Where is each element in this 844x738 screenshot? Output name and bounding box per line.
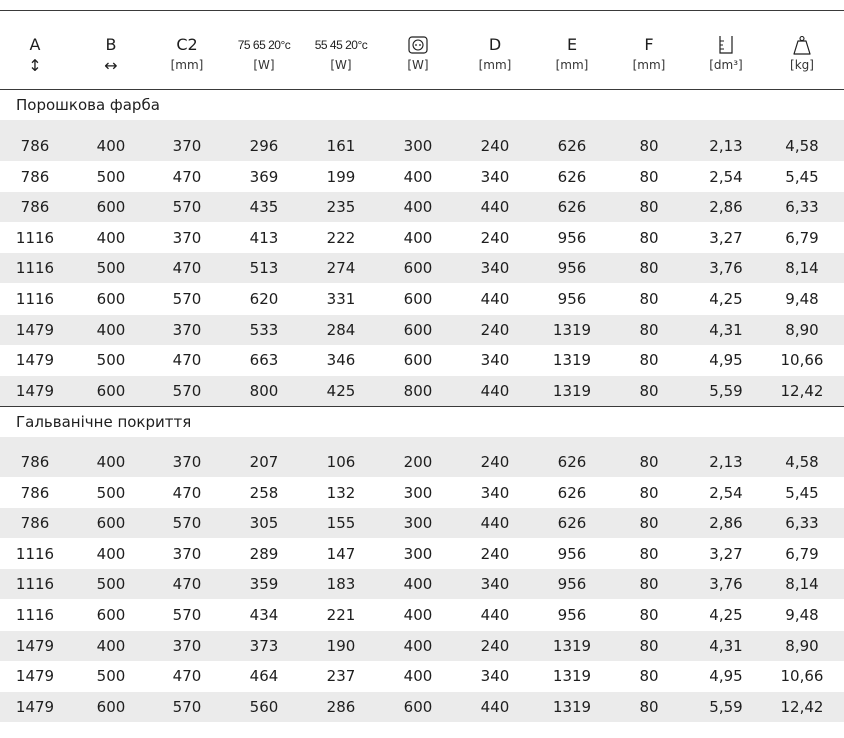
header-weight-unit: [kg]	[790, 58, 814, 72]
section-title-powder: Порошкова фарба	[16, 96, 160, 114]
cell-b: 500	[96, 575, 126, 594]
section-title-galvanic: Гальванічне покриття	[16, 413, 192, 431]
table-row	[0, 315, 844, 345]
header-output-75-unit: [W]	[253, 58, 275, 72]
cell-vol: 2,86	[709, 514, 743, 533]
header-c2-unit: [mm]	[170, 58, 204, 72]
cell-vol: 3,27	[709, 544, 743, 563]
cell-wel: 400	[403, 198, 433, 217]
header-e-label: E	[566, 35, 578, 54]
cell-a: 1479	[15, 636, 55, 655]
header-electric-unit: [W]	[407, 58, 429, 72]
cell-b: 500	[96, 167, 126, 186]
cell-d: 440	[480, 198, 510, 217]
cell-w75: 434	[249, 606, 279, 624]
cell-b: 400	[96, 544, 126, 563]
cell-e: 956	[557, 606, 587, 624]
cell-c2: 570	[172, 514, 202, 533]
cell-c2: 370	[172, 320, 202, 339]
header-c2-label: C2	[176, 35, 198, 54]
cell-c2: 370	[172, 544, 202, 563]
cell-vol: 5,59	[709, 697, 743, 716]
cell-e: 626	[557, 137, 587, 155]
cell-w55: 274	[326, 259, 356, 278]
cell-wt: 4,58	[785, 453, 819, 471]
cell-vol: 4,31	[709, 636, 743, 655]
header-output-55-unit: [W]	[330, 58, 352, 72]
table-row	[0, 131, 844, 161]
cell-w75: 373	[249, 636, 279, 655]
table-row	[0, 661, 844, 691]
header-f-unit: [mm]	[632, 58, 666, 72]
cell-d: 340	[480, 483, 510, 502]
cell-f: 80	[639, 167, 659, 186]
header-f-label: F	[644, 35, 654, 54]
cell-d: 240	[480, 636, 510, 655]
cell-c2: 570	[172, 606, 202, 624]
header-output-75	[228, 34, 300, 84]
cell-w75: 207	[249, 453, 279, 471]
cell-wt: 9,48	[785, 606, 819, 624]
water-volume-icon	[690, 34, 762, 56]
cell-a: 786	[20, 514, 50, 533]
header-weight	[766, 34, 838, 84]
header-d-label: D	[488, 35, 502, 54]
cell-vol: 2,13	[709, 453, 743, 471]
header-volume-unit: [dm³]	[709, 58, 743, 72]
cell-a: 786	[20, 137, 50, 155]
cell-w55: 161	[326, 137, 356, 155]
cell-e: 1319	[552, 697, 592, 716]
width-arrow-icon: ↔	[104, 56, 118, 75]
cell-c2: 470	[172, 483, 202, 502]
top-rule	[0, 10, 844, 11]
cell-wel: 400	[403, 636, 433, 655]
cell-c2: 570	[172, 381, 202, 400]
cell-w55: 425	[326, 381, 356, 400]
cell-w75: 296	[249, 137, 279, 155]
cell-w75: 413	[249, 228, 279, 247]
cell-wt: 6,33	[785, 198, 819, 217]
header-b	[76, 34, 146, 84]
cell-e: 626	[557, 198, 587, 217]
header-e-unit: [mm]	[555, 58, 589, 72]
cell-f: 80	[639, 667, 659, 686]
cell-wt: 8,14	[785, 575, 819, 594]
cell-w75: 533	[249, 320, 279, 339]
cell-f: 80	[639, 290, 659, 308]
cell-w75: 435	[249, 198, 279, 217]
cell-w55: 237	[326, 667, 356, 686]
cell-c2: 370	[172, 137, 202, 155]
cell-b: 500	[96, 483, 126, 502]
cell-c2: 570	[172, 697, 202, 716]
cell-a: 1479	[15, 320, 55, 339]
cell-vol: 4,25	[709, 290, 743, 308]
cell-b: 500	[96, 259, 126, 278]
header-output-55	[305, 34, 377, 84]
cell-a: 1479	[15, 351, 55, 370]
cell-d: 340	[480, 351, 510, 370]
cell-vol: 4,95	[709, 351, 743, 370]
cell-b: 500	[96, 667, 126, 686]
cell-f: 80	[639, 514, 659, 533]
table-row	[0, 569, 844, 599]
cell-a: 786	[20, 198, 50, 217]
header-d	[459, 34, 531, 84]
cell-b: 500	[96, 351, 126, 370]
cell-d: 240	[480, 137, 510, 155]
cell-wel: 600	[403, 351, 433, 370]
table-row	[0, 223, 844, 253]
cell-w55: 132	[326, 483, 356, 502]
cell-wt: 5,45	[785, 483, 819, 502]
cell-e: 626	[557, 453, 587, 471]
cell-wt: 8,90	[785, 636, 819, 655]
header-volume	[690, 34, 762, 84]
cell-a: 1116	[15, 290, 55, 308]
cell-wel: 300	[403, 544, 433, 563]
cell-a: 1116	[15, 228, 55, 247]
cell-w55: 155	[326, 514, 356, 533]
cell-e: 956	[557, 290, 587, 308]
cell-wel: 400	[403, 667, 433, 686]
cell-c2: 470	[172, 667, 202, 686]
cell-wt: 6,79	[785, 544, 819, 563]
cell-wel: 200	[403, 453, 433, 471]
cell-f: 80	[639, 381, 659, 400]
cell-w55: 235	[326, 198, 356, 217]
cell-e: 1319	[552, 381, 592, 400]
cell-d: 440	[480, 697, 510, 716]
cell-f: 80	[639, 636, 659, 655]
cell-b: 600	[96, 514, 126, 533]
cell-w55: 183	[326, 575, 356, 594]
cell-vol: 2,54	[709, 167, 743, 186]
cell-w75: 800	[249, 381, 279, 400]
cell-b: 600	[96, 290, 126, 308]
cell-w75: 305	[249, 514, 279, 533]
cell-wel: 300	[403, 483, 433, 502]
table-row	[0, 692, 844, 722]
cell-e: 1319	[552, 636, 592, 655]
cell-a: 1479	[15, 381, 55, 400]
cell-wt: 5,45	[785, 167, 819, 186]
cell-a: 786	[20, 453, 50, 471]
cell-wt: 9,48	[785, 290, 819, 308]
cell-w55: 147	[326, 544, 356, 563]
header-electric	[382, 34, 454, 84]
cell-wel: 800	[403, 381, 433, 400]
table-row	[0, 345, 844, 375]
cell-wt: 10,66	[780, 667, 824, 686]
cell-w75: 560	[249, 697, 279, 716]
cell-d: 240	[480, 228, 510, 247]
cell-c2: 570	[172, 290, 202, 308]
cell-b: 600	[96, 198, 126, 217]
cell-wt: 10,66	[780, 351, 824, 370]
cell-w75: 359	[249, 575, 279, 594]
header-b-label: B	[105, 35, 117, 54]
cell-w75: 663	[249, 351, 279, 370]
cell-wel: 400	[403, 575, 433, 594]
cell-a: 786	[20, 483, 50, 502]
cell-c2: 370	[172, 453, 202, 471]
cell-w55: 106	[326, 453, 356, 471]
cell-d: 440	[480, 290, 510, 308]
table-row	[0, 447, 844, 477]
header-a-label: A	[29, 35, 41, 54]
cell-a: 1116	[15, 544, 55, 563]
cell-e: 1319	[552, 667, 592, 686]
table-row	[0, 162, 844, 192]
cell-e: 626	[557, 514, 587, 533]
cell-w55: 284	[326, 320, 356, 339]
cell-w75: 464	[249, 667, 279, 686]
cell-w55: 190	[326, 636, 356, 655]
cell-d: 440	[480, 514, 510, 533]
cell-wel: 400	[403, 228, 433, 247]
header-c2	[152, 34, 222, 84]
cell-b: 400	[96, 228, 126, 247]
cell-w75: 289	[249, 544, 279, 563]
height-arrow-icon: ↕	[28, 56, 42, 75]
header-f	[613, 34, 685, 84]
header-output-55-label: 55 45 20°c	[314, 38, 368, 52]
cell-b: 400	[96, 137, 126, 155]
cell-vol: 3,76	[709, 575, 743, 594]
cell-wt: 8,90	[785, 320, 819, 339]
cell-f: 80	[639, 453, 659, 471]
cell-wel: 600	[403, 259, 433, 278]
table-row	[0, 478, 844, 508]
header-d-unit: [mm]	[478, 58, 512, 72]
table-row	[0, 253, 844, 283]
cell-wt: 12,42	[780, 697, 824, 716]
cell-c2: 470	[172, 167, 202, 186]
cell-a: 1116	[15, 606, 55, 624]
cell-vol: 3,27	[709, 228, 743, 247]
header-e	[536, 34, 608, 84]
cell-f: 80	[639, 606, 659, 624]
cell-e: 956	[557, 259, 587, 278]
table-row	[0, 192, 844, 222]
cell-b: 600	[96, 697, 126, 716]
cell-a: 786	[20, 167, 50, 186]
cell-wt: 8,14	[785, 259, 819, 278]
cell-e: 956	[557, 575, 587, 594]
cell-d: 240	[480, 544, 510, 563]
cell-f: 80	[639, 697, 659, 716]
cell-wel: 600	[403, 290, 433, 308]
cell-c2: 370	[172, 636, 202, 655]
cell-wel: 300	[403, 137, 433, 155]
cell-b: 400	[96, 453, 126, 471]
cell-wt: 12,42	[780, 381, 824, 400]
cell-w55: 286	[326, 697, 356, 716]
cell-e: 1319	[552, 320, 592, 339]
cell-f: 80	[639, 198, 659, 217]
cell-vol: 4,31	[709, 320, 743, 339]
cell-wt: 6,79	[785, 228, 819, 247]
cell-c2: 570	[172, 198, 202, 217]
cell-wel: 400	[403, 167, 433, 186]
electric-socket-icon	[382, 34, 454, 56]
cell-e: 626	[557, 483, 587, 502]
table-row	[0, 284, 844, 314]
cell-d: 340	[480, 667, 510, 686]
table-row	[0, 631, 844, 661]
cell-f: 80	[639, 259, 659, 278]
cell-c2: 370	[172, 228, 202, 247]
cell-f: 80	[639, 351, 659, 370]
cell-b: 400	[96, 320, 126, 339]
cell-e: 1319	[552, 351, 592, 370]
cell-wel: 600	[403, 320, 433, 339]
cell-e: 626	[557, 167, 587, 186]
cell-d: 240	[480, 453, 510, 471]
cell-vol: 5,59	[709, 381, 743, 400]
cell-d: 440	[480, 606, 510, 624]
cell-c2: 470	[172, 575, 202, 594]
cell-wel: 400	[403, 606, 433, 624]
cell-f: 80	[639, 137, 659, 155]
cell-vol: 3,76	[709, 259, 743, 278]
cell-c2: 470	[172, 259, 202, 278]
cell-vol: 2,54	[709, 483, 743, 502]
cell-w75: 620	[249, 290, 279, 308]
table-row	[0, 376, 844, 406]
cell-w75: 513	[249, 259, 279, 278]
cell-c2: 470	[172, 351, 202, 370]
cell-f: 80	[639, 320, 659, 339]
table-row	[0, 600, 844, 630]
cell-a: 1116	[15, 259, 55, 278]
cell-vol: 2,13	[709, 137, 743, 155]
cell-wel: 600	[403, 697, 433, 716]
cell-a: 1479	[15, 667, 55, 686]
cell-f: 80	[639, 483, 659, 502]
cell-w55: 222	[326, 228, 356, 247]
cell-b: 600	[96, 606, 126, 624]
cell-e: 956	[557, 228, 587, 247]
cell-a: 1116	[15, 575, 55, 594]
cell-wel: 300	[403, 514, 433, 533]
cell-e: 956	[557, 544, 587, 563]
cell-vol: 2,86	[709, 198, 743, 217]
header-a	[0, 34, 70, 84]
cell-f: 80	[639, 228, 659, 247]
cell-d: 340	[480, 259, 510, 278]
cell-vol: 4,95	[709, 667, 743, 686]
cell-w75: 369	[249, 167, 279, 186]
cell-d: 340	[480, 575, 510, 594]
cell-w55: 199	[326, 167, 356, 186]
cell-wt: 4,58	[785, 137, 819, 155]
cell-d: 340	[480, 167, 510, 186]
cell-b: 600	[96, 381, 126, 400]
cell-d: 440	[480, 381, 510, 400]
cell-w55: 331	[326, 290, 356, 308]
cell-vol: 4,25	[709, 606, 743, 624]
cell-a: 1479	[15, 697, 55, 716]
cell-b: 400	[96, 636, 126, 655]
cell-w55: 221	[326, 606, 356, 624]
cell-w75: 258	[249, 483, 279, 502]
cell-f: 80	[639, 544, 659, 563]
weight-icon	[766, 34, 838, 56]
table-row	[0, 508, 844, 538]
cell-w55: 346	[326, 351, 356, 370]
cell-f: 80	[639, 575, 659, 594]
cell-d: 240	[480, 320, 510, 339]
cell-wt: 6,33	[785, 514, 819, 533]
table-row	[0, 539, 844, 569]
header-output-75-label: 75 65 20°c	[237, 38, 291, 52]
